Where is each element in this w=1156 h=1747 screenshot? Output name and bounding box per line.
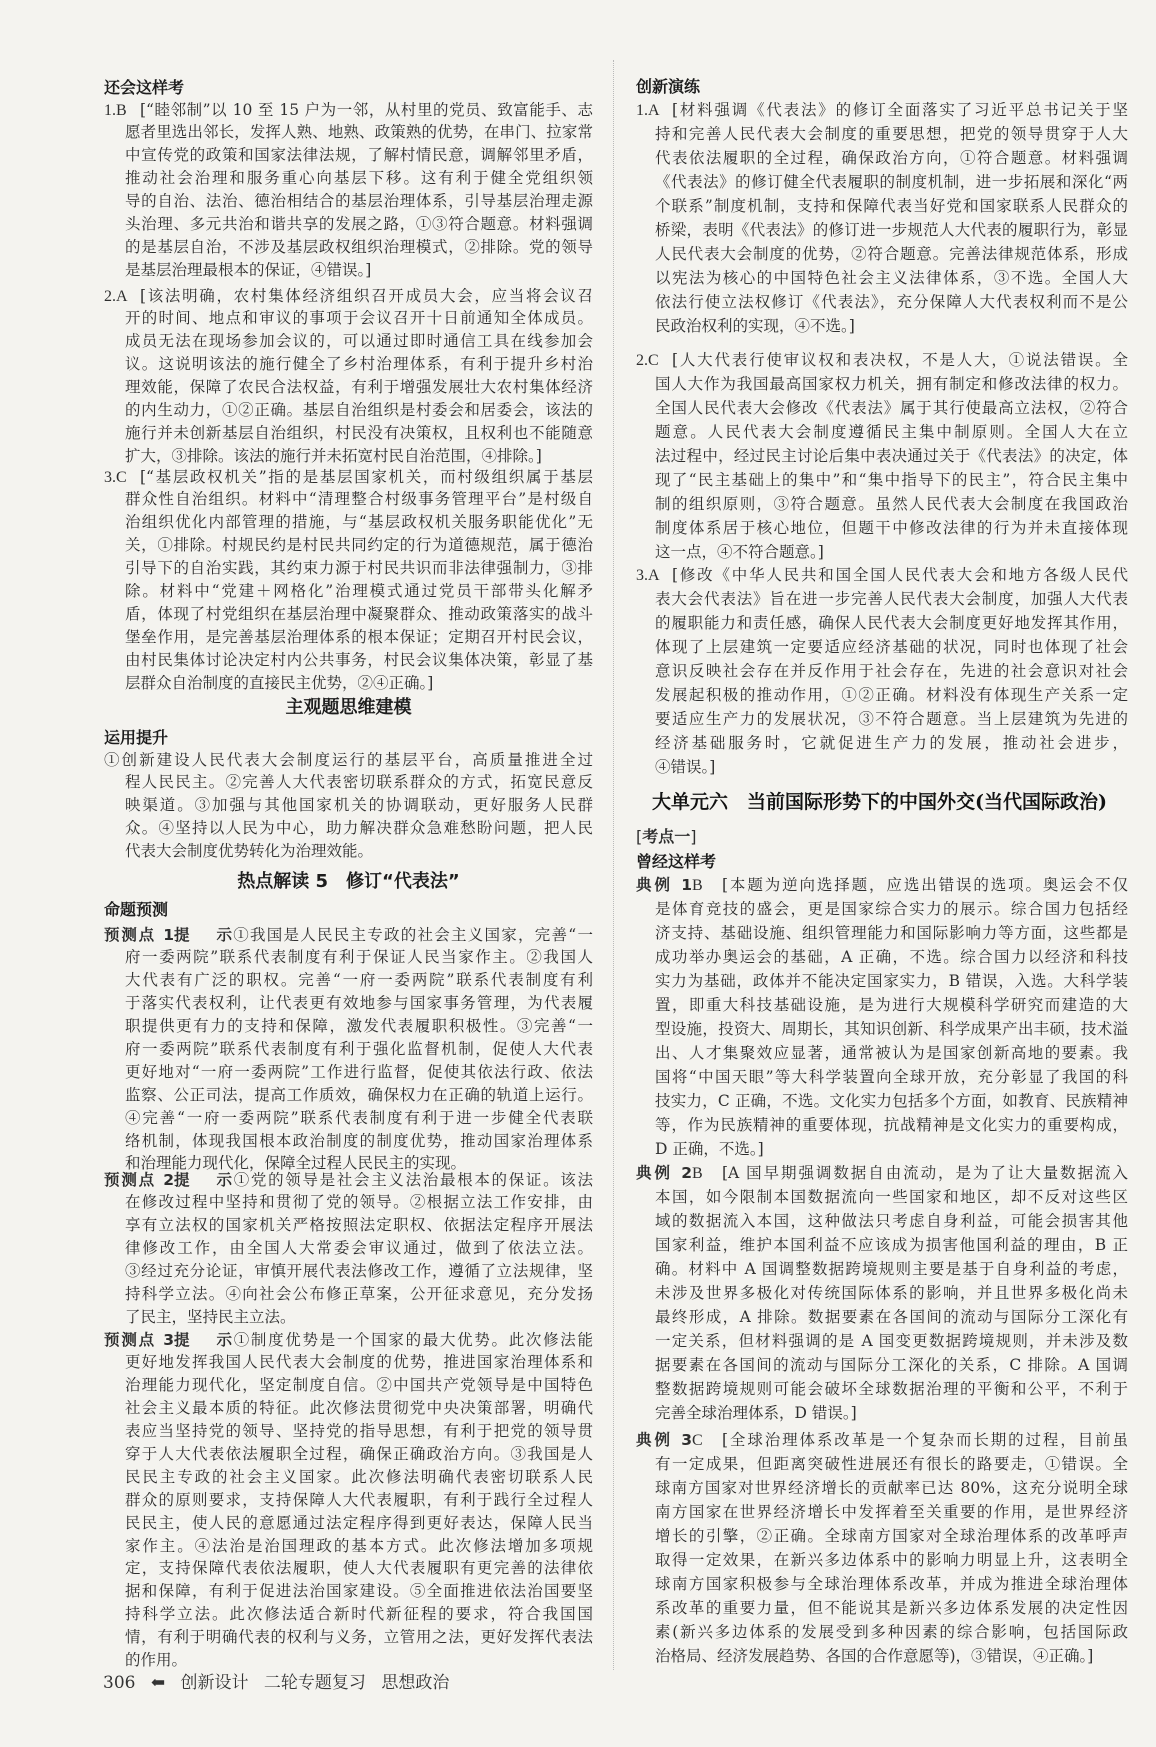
example-item	[636, 1428, 1128, 1668]
line-text: 个联系”制度机制，支持和保障代表当好党和国家联系人民群众的	[655, 197, 1128, 215]
item-label: 3.C	[104, 468, 127, 486]
line-text: ①我国是人民民主专政的社会主义国家，完善“一	[232, 925, 593, 944]
text-line	[655, 1209, 1128, 1233]
text-line	[636, 1161, 1128, 1185]
line-text: [“基层政权机关”指的是基层国家机关，而村级组织属于基层	[140, 467, 593, 486]
line-text: 享有立法权的国家机关严格按照法定职权、依据法定程序开展法	[125, 1216, 593, 1235]
line-text: 球南方国家对世界经济增长的贡献率已达 80%，这充分说明全球	[655, 1479, 1128, 1497]
line-text: ①创新建设人民代表大会制度运行的基层平台，高质量推进全过	[104, 750, 593, 769]
line-text: 治理能力现代化，坚定制度自信。②中国共产党领导是中国特色	[125, 1376, 593, 1395]
text-line	[655, 194, 1128, 218]
page-number: 306	[103, 1673, 136, 1693]
text-line	[125, 1374, 593, 1397]
line-text: 中宣传党的政策和国家法律法规，了解村情民意，调解邻里矛盾，	[125, 146, 593, 165]
line-text: 络机制，体现我国根本政治制度的制度优势，推动国家治理体系	[125, 1131, 593, 1150]
line-text: 技实力，C 正确，不选。文化实力包括多个方面，如教育、民族精神	[655, 1092, 1128, 1110]
text-line	[655, 516, 1128, 540]
left-arrow-icon: ⬅	[150, 1673, 166, 1693]
answer-item	[636, 563, 1128, 779]
line-text: 定，支持保障代表依法履职，使人大代表履职有更完善的法律依	[125, 1559, 593, 1578]
text-line	[125, 1061, 593, 1084]
text-line	[125, 399, 593, 422]
text-line	[125, 1557, 593, 1580]
line-text: 社会主义最本质的特征。此次修法贯彻党中央决策部署，明确代	[125, 1399, 593, 1418]
text-line	[655, 290, 1128, 314]
line-text: 据和保障，有利于促进法治国家建设。⑤全面推进依法治国要坚	[125, 1582, 593, 1601]
text-line	[655, 635, 1128, 659]
text-line	[655, 1548, 1128, 1572]
line-text: 扩大，③排除。该法的施行并未拓宽村民自治范围，④排除。]	[125, 446, 542, 465]
text-line	[125, 1283, 593, 1306]
text-line	[125, 1015, 593, 1038]
line-text: 愿者里选出邻长，发挥人熟、地熟、政策熟的优势，在串门、拉家常	[125, 123, 593, 142]
line-text: 有一定成果，但距离突破性进展还有很长的路要走，①错误。全	[655, 1455, 1128, 1473]
line-text: 据要素在各国间的流动与国际分工深化的关系，C 排除。A 国调	[655, 1356, 1128, 1374]
line-text: 题意。人民代表大会制度遵循民主集中制原则。全国人大在立	[655, 423, 1128, 441]
text-line	[125, 771, 593, 794]
line-text: 持科学立法。此次修法适合新时代新征程的要求，符合我国国	[125, 1605, 593, 1624]
item-label: 典例 3	[636, 1431, 692, 1449]
section-title-hot-topic: 热点解读 5 修订“代表法”	[237, 871, 460, 892]
text-line	[655, 1644, 1128, 1668]
line-text: 是体育竞技的盛会，更是国家综合实力的展示。综合国力包括经	[655, 900, 1128, 918]
line-text: 依法行使立法权修订《代表法》，充分保障人大代表权利而不是公	[655, 293, 1128, 311]
heading-practice: 创新演练	[636, 77, 701, 96]
text-line	[655, 945, 1128, 969]
text-line	[104, 924, 593, 947]
answer-choice: B	[692, 877, 703, 894]
line-text: 推动社会治理和服务重心向基层下移。这有利于健全党组织领	[125, 169, 593, 188]
answer-item	[104, 466, 593, 695]
text-line	[636, 873, 1128, 897]
line-text: 全国人民代表大会修改《代表法》属于其行使最高立法权，②符合	[655, 399, 1128, 417]
line-text: 代表大会制度优势转化为治理效能。	[125, 842, 374, 861]
text-line	[655, 1452, 1128, 1476]
line-text: ④完善“一府一委两院”联系代表制度有利于进一步健全代表联	[125, 1108, 593, 1127]
line-text: D 正确，不选。]	[655, 1140, 764, 1158]
line-text: 关，①排除。村规民约是村民共同约定的行为道德规范，属于德治	[125, 536, 593, 555]
line-text: 等，作为民族精神的重要体现，抗战精神是文化实力的重要构成，	[655, 1116, 1128, 1134]
line-text: 表大会代表法》旨在进一步完善人民代表大会制度，加强人大代表	[655, 590, 1128, 608]
text-line	[655, 1476, 1128, 1500]
line-text: 法过程中，经过民主讨论后集中表决通过关于《代表法》的决定，体	[655, 447, 1128, 465]
line-text: 未涉及世界多极化对传统国际体系的影响，并且世界多极化尚未	[655, 1284, 1128, 1302]
line-text: 现了“民主基础上的集中”和“集中指导下的民主”，符合民主集中	[655, 471, 1128, 489]
text-line	[125, 1580, 593, 1603]
line-text: 以宪法为核心的中国特色社会主义法律体系，③不选。全国人大	[655, 269, 1128, 287]
text-line	[655, 731, 1128, 755]
text-line	[125, 1512, 593, 1535]
text-line	[104, 285, 593, 308]
text-line	[655, 396, 1128, 420]
line-text: 程人民民主。②完善人大代表密切联系群众的方式，拓宽民意反	[125, 773, 593, 792]
line-text: 监察、公正司法，提高工作质效，确保权力在正确的轨道上运行。	[125, 1085, 593, 1104]
text-line	[636, 563, 1128, 587]
line-text: ①制度优势是一个国家的最大优势。此次修法能	[232, 1330, 593, 1349]
prediction-item	[104, 924, 593, 1176]
line-text: 的是基层自治，不涉及基层政权组织治理模式，②排除。党的领导	[125, 237, 593, 256]
line-text: 在修改过程中坚持和贯彻了党的领导。②根据立法工作安排，由	[125, 1193, 593, 1212]
text-line	[655, 444, 1128, 468]
line-text: [本题为逆向选择题，应选出错误的选项。奥运会不仅	[722, 876, 1128, 894]
text-line	[655, 683, 1128, 707]
line-text: 群众性自治组织。材料中“清理整合村级事务管理平台”是村级自	[125, 490, 593, 509]
text-line	[125, 353, 593, 376]
answer-choice: B	[692, 1165, 703, 1182]
line-text: 意识反映社会存在并反作用于社会存在，先进的社会意识对社会	[655, 662, 1128, 680]
line-text: 职提供更有力的支持和保障，激发代表履职积极性。③完善“一	[125, 1017, 593, 1036]
text-line	[125, 376, 593, 399]
text-line	[655, 540, 1128, 564]
line-text: 成员无法在现场参加会议的，可以通过即时通信工具在线参加会	[125, 332, 593, 351]
item-label: 预测点 3	[104, 1330, 174, 1349]
apply-paragraph	[104, 749, 593, 863]
line-text: 出、人才集聚效应显著，通常被认为是国家创新高地的要素。我	[655, 1044, 1128, 1062]
line-text: 和治理能力现代化，保障全过程人民民主的实现。	[125, 1154, 467, 1173]
line-text: 民民主专政的社会主义国家。此次修法明确代表密切联系人民	[125, 1467, 593, 1486]
line-text: 一定关系，但材料强调的是 A 国变更数据跨境规则，并未涉及数	[655, 1332, 1128, 1350]
text-line	[655, 242, 1128, 266]
text-line	[125, 1535, 593, 1558]
text-line	[655, 969, 1128, 993]
line-text: 盾，体现了村党组织在基层治理中凝聚群众、推动政策落实的战斗	[125, 604, 593, 623]
line-text: 确。材料中 A 国调整数据跨境规则主要是基于自身利益的考虑，	[655, 1260, 1128, 1278]
line-text: 完善全球治理体系，D 错误。]	[655, 1404, 857, 1422]
text-line	[125, 946, 593, 969]
line-text: 置，即重大科技基础设施，是为进行大规模科学研究而建造的大	[655, 996, 1128, 1014]
text-line	[125, 992, 593, 1015]
text-line	[655, 1305, 1128, 1329]
text-line	[125, 672, 593, 695]
text-line	[125, 1397, 593, 1420]
line-text: 层群众自治制度的直接民主优势，②④正确。]	[125, 673, 434, 692]
line-text: 南方国家在世界经济增长中发挥着至关重要的作用，是世界经济	[655, 1503, 1128, 1521]
line-text: 情，有利于明确代表的权利与义务，立管用之法，更好发挥代表法	[125, 1628, 593, 1647]
text-line	[655, 1401, 1128, 1425]
footer-subject: 思想政治	[381, 1673, 450, 1693]
line-text: 更好地发挥我国人民代表大会制度的优势，推进国家治理体系和	[125, 1353, 593, 1372]
line-text: [全球治理体系改革是一个复杂而长期的过程，目前虽	[722, 1431, 1128, 1449]
line-text: 素(新兴多边体系的发展受到多种因素的综合影响，包括国际政	[655, 1623, 1128, 1641]
line-text: 了民主，坚持民主立法。	[125, 1307, 296, 1326]
text-line	[655, 611, 1128, 635]
line-text: [材料强调《代表法》的修订全面落实了习近平总书记关于坚	[672, 101, 1128, 119]
footer-brand: 创新设计	[180, 1673, 249, 1693]
line-text: 这一点，④不符合题意。]	[655, 543, 824, 561]
answer-item	[104, 99, 593, 282]
line-text: 治组织优化内部管理的措施，与“基层政权机关服务职能优化”无	[125, 513, 593, 532]
text-line	[655, 1329, 1128, 1353]
text-line	[655, 1233, 1128, 1257]
line-text: 《代表法》的修订健全代表履职的制度机制，进一步拓展和深化“两	[655, 173, 1128, 191]
line-text: 国家利益，维护本国利益不应该成为损害他国利益的理由，B 正	[655, 1236, 1128, 1254]
line-text: 更好地对“一府一委两院”工作进行监督，促使其依法行政、依法	[125, 1062, 593, 1081]
text-line	[655, 1113, 1128, 1137]
text-line	[125, 1626, 593, 1649]
text-line	[125, 580, 593, 603]
text-line	[636, 1428, 1128, 1452]
line-text: 民政治权利的实现，④不选。]	[655, 317, 855, 335]
line-text: 穿于人大代表依法履职全过程，确保正确政治方向。③我国是人	[125, 1444, 593, 1463]
item-label: 典例 1	[636, 876, 692, 894]
text-line	[655, 587, 1128, 611]
text-line	[655, 492, 1128, 516]
heading-still-exam: 还会这样考	[104, 78, 185, 97]
line-text: ④错误。]	[655, 758, 716, 776]
line-text: 群众的原则要求，支持保障人大代表履职，有利于践行全过程人	[125, 1490, 593, 1509]
text-line	[655, 1257, 1128, 1281]
exam-point-tag: [考点一]	[636, 827, 697, 846]
text-line	[104, 99, 593, 122]
text-line	[125, 213, 593, 236]
text-line	[125, 511, 593, 534]
line-text: 施行并未创新基层自治组织，村民没有决策权，且权利也不能随意	[125, 423, 593, 442]
line-text: 实力为基础，政体并不能决定国家实力，B 错误，入选。大科学装	[655, 972, 1128, 990]
line-text: 府一委两院”联系代表制度有利于保证人民当家作主。②我国人	[125, 948, 593, 967]
text-line	[655, 122, 1128, 146]
answer-item	[636, 98, 1128, 338]
text-line	[125, 1603, 593, 1626]
item-label: 典例 2	[636, 1164, 692, 1182]
line-text: 映渠道。③加强与其他国家机关的协调联动，更好服务人民群	[125, 796, 593, 815]
line-text: 制的组织原则，③符合题意。虽然人民代表大会制度在我国政治	[655, 495, 1128, 513]
heading-apply: 运用提升	[104, 728, 169, 747]
text-line	[655, 993, 1128, 1017]
line-text: 制度体系居于核心地位，但题干中修改法律的行为并未直接体现	[655, 519, 1128, 537]
line-text: 大代表有广泛的职权。完善“一府一委两院”联系代表制度有利	[125, 971, 593, 990]
line-text: 堡垒作用，是完善基层治理体系的根本保证；定期召开村民会议，	[125, 627, 593, 646]
text-line	[125, 1038, 593, 1061]
text-line	[125, 534, 593, 557]
text-line	[125, 121, 593, 144]
line-text: 由村民集体讨论决定村内公共事务，村民会议集体决策，彰显了基	[125, 650, 593, 669]
line-text: 府一委两院”联系代表制度有利于强化监督机制，促使人大代表	[125, 1039, 593, 1058]
text-line	[125, 307, 593, 330]
line-text: 持和完善人民代表大会制度的重要思想，把党的领导贯穿于人大	[655, 125, 1128, 143]
text-line	[125, 1351, 593, 1374]
item-label: 2.A	[104, 287, 128, 305]
unit-title: 大单元六 当前国际形势下的中国外交(当代国际政治)	[652, 791, 1107, 813]
text-line	[655, 921, 1128, 945]
text-line	[655, 146, 1128, 170]
line-text: 于落实代表权利，让代表更有效地参与国家事务管理，为代表履	[125, 994, 593, 1013]
text-line	[655, 1620, 1128, 1644]
text-line	[125, 1466, 593, 1489]
page-footer	[103, 1668, 459, 1693]
text-line	[655, 1089, 1128, 1113]
line-text: 是基层治理最根本的保证，④错误。]	[125, 260, 372, 279]
text-line	[655, 707, 1128, 731]
text-line	[655, 420, 1128, 444]
item-label: 1.B	[104, 101, 127, 119]
example-item	[636, 1161, 1128, 1425]
line-text: 律修改工作，由全国人大常委会审议通过，做到了依法立法。	[125, 1239, 593, 1258]
line-text: 的履职能力和责任感，确保人民代表大会制度更好地发挥其作用，	[655, 614, 1128, 632]
line-text: [人大代表行使审议权和表决权，不是人大，①说法错误。全	[672, 351, 1128, 369]
line-text: 人民代表大会制度的优势，②符合题意。完善法律规范体系，形成	[655, 245, 1128, 263]
prediction-item	[104, 1329, 593, 1672]
answer-item	[104, 285, 593, 468]
line-text: [“睦邻制”以 10 至 15 户为一邻，从村里的党员、致富能手、志	[140, 100, 593, 119]
tip-label: 提示	[174, 1330, 232, 1349]
text-line	[655, 1524, 1128, 1548]
line-text: 众。④坚持以人民为中心，助力解决群众急难愁盼问题，把人民	[125, 819, 593, 838]
text-line	[125, 557, 593, 580]
line-text: 球南方国家积极参与全球治理体系改革，并成为推进全球治理体	[655, 1575, 1128, 1593]
answer-choice: C	[692, 1432, 703, 1449]
text-line	[636, 348, 1128, 372]
text-line	[655, 897, 1128, 921]
line-text: 经济基础服务时，它就促进生产力的发展，推动社会进步，	[655, 734, 1128, 752]
text-line	[125, 259, 593, 282]
heading-predict: 命题预测	[104, 900, 169, 919]
text-line	[125, 488, 593, 511]
text-line	[655, 1281, 1128, 1305]
line-text: ③经过充分论证，审慎开展代表法修改工作，遵循了立法规律，坚	[125, 1262, 593, 1281]
text-line	[125, 1084, 593, 1107]
line-text: 的内生动力，①②正确。基层自治组织是村委会和居委会，该法的	[125, 400, 593, 419]
text-line	[125, 1191, 593, 1214]
text-line	[125, 603, 593, 626]
example-item	[636, 873, 1128, 1161]
text-line	[125, 626, 593, 649]
line-text: 系改革的重要力量，但不能说其是新兴多边体系发展的决定性因	[655, 1599, 1128, 1617]
text-line	[125, 1489, 593, 1512]
text-line	[125, 330, 593, 353]
line-text: 取得一定效果，在新兴多边体系中的影响力明显上升，这表明全	[655, 1551, 1128, 1569]
text-line	[655, 1353, 1128, 1377]
text-line	[125, 840, 593, 863]
line-text: 引导下的自治实践，其约束力源于村民共识而非法律强制力，③排	[125, 559, 593, 578]
line-text: 家作主。④法治是治国理政的基本方式。此次修法增加多项规	[125, 1536, 593, 1555]
text-line	[104, 1169, 593, 1192]
line-text: 型设施，投资大、周期长，其知识创新、科学成果产出丰硕，技术溢	[655, 1020, 1128, 1038]
section-title-model: 主观题思维建模	[285, 697, 412, 718]
line-text: 成功举办奥运会的基础，A 正确，不选。综合国力以经济和科技	[655, 948, 1128, 966]
text-line	[655, 1500, 1128, 1524]
line-text: ①党的领导是社会主义法治最根本的保证。该法	[232, 1170, 593, 1189]
item-label: 3.A	[636, 567, 660, 584]
item-label: 1.A	[636, 102, 660, 119]
answer-item	[636, 348, 1128, 564]
text-line	[125, 1420, 593, 1443]
text-line	[104, 1329, 593, 1352]
line-text: 发展起积极的推动作用，①②正确。材料没有体现生产关系一定	[655, 686, 1128, 704]
line-text: 开的时间、地点和审议的事项于会议召开十日前通知全体成员。	[125, 309, 593, 328]
text-line	[655, 1596, 1128, 1620]
line-text: 的作用。	[125, 1650, 188, 1669]
line-text: 桥梁，表明《代表法》的修订进一步规范人大代表的履职行为，彰显	[655, 221, 1128, 239]
line-text: 治格局、经济发展趋势、各国的合作意愿等)，③错误，④正确。]	[655, 1647, 1094, 1665]
line-text: 体现了上层建筑一定要适应经济基础的状况，同时也体现了社会	[655, 638, 1128, 656]
line-text: 整数据跨境规则可能会破坏全球数据治理的平衡和公平，不利于	[655, 1380, 1128, 1398]
text-line	[125, 1237, 593, 1260]
text-line	[125, 969, 593, 992]
line-text: 最终形成，A 排除。数据要素在各国间的流动与国际分工深化有	[655, 1308, 1128, 1326]
line-text: 济支持、基础设施、组织管理能力和国际影响力等方面，这些都是	[655, 924, 1128, 942]
line-text: 域的数据流入本国，这种做法只考虑自身利益，可能会损害其他	[655, 1212, 1128, 1230]
text-line	[655, 372, 1128, 396]
text-line	[125, 649, 593, 672]
line-text: 国将“中国天眼”等大科学装置向全球开放，充分彰显了我国的科	[655, 1068, 1128, 1086]
exam-point-label: 考点一	[642, 827, 691, 846]
text-line	[655, 1572, 1128, 1596]
line-text: [该法明确，农村集体经济组织召开成员大会，应当将会议召	[140, 286, 593, 305]
column-divider	[613, 60, 614, 1670]
text-line	[655, 1041, 1128, 1065]
text-line	[125, 167, 593, 190]
line-text: 代表依法履职的全过程，确保政治方向，①符合题意。材料强调	[655, 149, 1128, 167]
item-label: 预测点 1	[104, 925, 174, 944]
line-text: 增长的引擎，②正确。全球南方国家对全球治理体系的改革呼声	[655, 1527, 1128, 1545]
text-line	[655, 1185, 1128, 1209]
text-line	[125, 1443, 593, 1466]
text-line	[655, 218, 1128, 242]
text-line	[125, 190, 593, 213]
line-text: [A 国早期强调数据自由流动，是为了让大量数据流入	[722, 1164, 1128, 1182]
text-line	[125, 144, 593, 167]
text-line	[655, 1137, 1128, 1161]
line-text: 除。材料中“党建＋网格化”治理模式通过党员干部带头化解矛	[125, 581, 593, 600]
text-line	[104, 749, 593, 772]
line-text: 表应当坚持党的领导、坚持党的指导思想，有利于把党的领导贯	[125, 1422, 593, 1441]
footer-series: 二轮专题复习	[263, 1673, 366, 1693]
text-line	[125, 1260, 593, 1283]
text-line	[125, 1306, 593, 1329]
text-line	[125, 1214, 593, 1237]
line-text: 持科学立法。④向社会公布修正草案，公开征求意见，充分发扬	[125, 1284, 593, 1303]
item-label: 2.C	[636, 352, 659, 369]
text-line	[655, 659, 1128, 683]
line-text: 本国，如今限制本国数据流向一些国家和地区，却不反对这些区	[655, 1188, 1128, 1206]
text-line	[125, 236, 593, 259]
text-line	[104, 466, 593, 489]
text-line	[125, 1107, 593, 1130]
line-text: [修改《中华人民共和国全国人民代表大会和地方各级人民代	[672, 566, 1128, 584]
text-line	[655, 266, 1128, 290]
text-line	[655, 1065, 1128, 1089]
tip-label: 提示	[174, 1170, 232, 1189]
heading-past-exam: 曾经这样考	[636, 852, 717, 871]
line-text: 导的自治、法治、德治相结合的基层治理体系，引导基层治理走源	[125, 192, 593, 211]
text-line	[655, 468, 1128, 492]
line-text: 国人大作为我国最高国家权力机关，拥有制定和修改法律的权力。	[655, 375, 1128, 393]
text-line	[636, 98, 1128, 122]
line-text: 要适应生产力的发展状况，③不符合题意。当上层建筑为先进的	[655, 710, 1128, 728]
line-text: 理效能，保障了农民合法权益，有利于增强发展壮大农村集体经济	[125, 378, 593, 397]
text-line	[655, 1377, 1128, 1401]
text-line	[125, 817, 593, 840]
item-label: 预测点 2	[104, 1170, 174, 1189]
text-line	[125, 445, 593, 468]
text-line	[655, 755, 1128, 779]
line-text: 头治理、多元共治和谐共享的发展之路，①③符合题意。材料强调	[125, 214, 593, 233]
line-text: 议。这说明该法的施行健全了乡村治理体系，有利于提升乡村治	[125, 355, 593, 374]
text-line	[125, 794, 593, 817]
text-line	[125, 422, 593, 445]
text-line	[655, 314, 1128, 338]
prediction-item	[104, 1169, 593, 1329]
text-line	[125, 1130, 593, 1153]
text-line	[655, 170, 1128, 194]
line-text: 民民主，使人民的意愿通过法定程序得到更好表达，保障人民当	[125, 1513, 593, 1532]
text-line	[655, 1017, 1128, 1041]
tip-label: 提示	[174, 925, 232, 944]
